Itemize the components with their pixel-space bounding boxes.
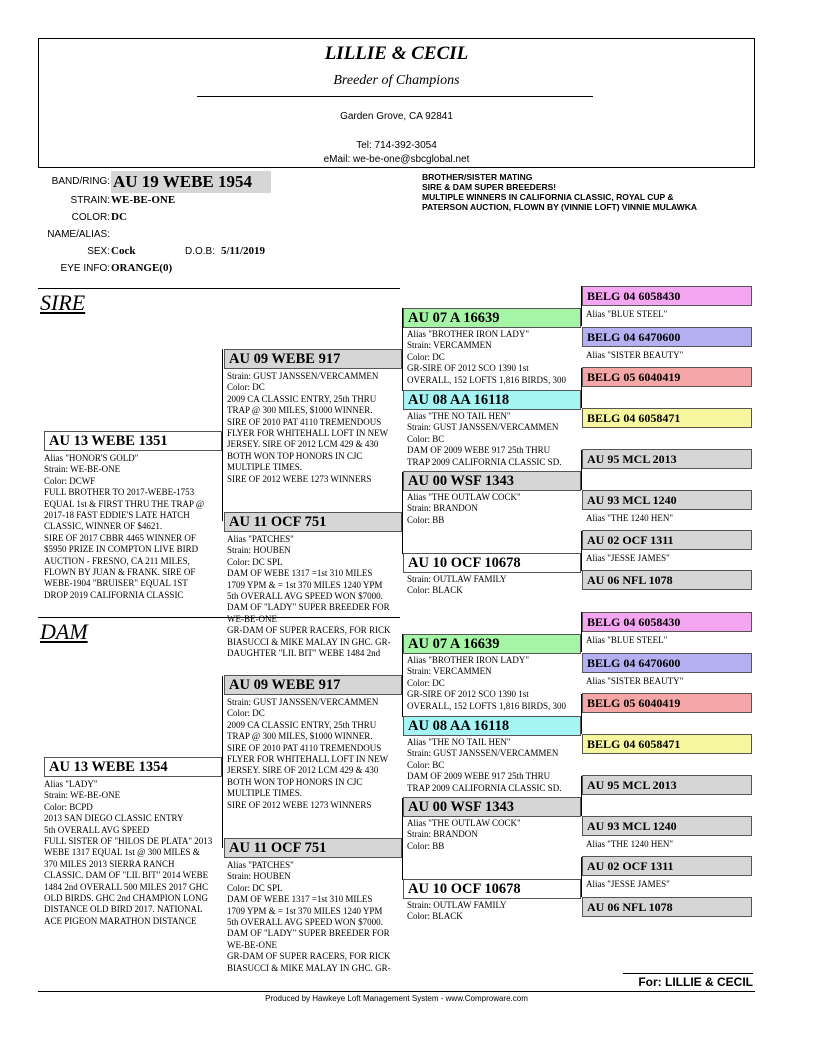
note-line: SIRE & DAM SUPER BREEDERS! [422,182,557,192]
ggp-751-dam-info: Strain: OUTLAW FAMILY Color: BLACK [407,900,507,922]
breeder-address: Garden Grove, CA 92841 [340,111,453,122]
sire-band-box: AU 13 WEBE 1351 [44,431,222,451]
gen4-box: AU 93 MCL 1240 [582,816,752,836]
breeder-email: eMail: we-be-one@sbcglobal.net [323,154,470,165]
ggp-917-sire-box: AU 07 A 16639 [403,308,581,328]
grandsire-info: Strain: GUST JANSSEN/VERCAMMEN Color: DC 2009 CA CLASSIC ENTRY, 25th THRU TRAP @ 300 MILES, $1000 WINNER. SIRE OF 2010 PAT 4110 TREMENDOUS FLYER FOR WHITEHALL LOFT IN NEW JERSEY. SIRE OF 2012 LCM 429 & 430 BOTH WON TOP HONORS IN CJC MULTIPLE TIMES. SIRE OF 2012 WEBE 1273 WINNERS [227,371,389,484]
granddam-band-box: AU 11 OCF 751 [224,838,402,858]
gen4-alias: Alias "BLUE STEEL" [586,309,668,319]
ggp-751-sire-box: AU 00 WSF 1343 [403,471,581,491]
gen4-box: AU 95 MCL 2013 [582,449,752,469]
strain-label: STRAIN: [70,195,110,206]
ggp-917-dam-box: AU 08 AA 16118 [403,716,581,736]
breeder-title: LILLIE & CECIL [324,43,469,64]
ggp-751-dam-box: AU 10 OCF 10678 [403,553,581,573]
note-line: PATERSON AUCTION, FLOWN BY (VINNIE LOFT) VINNIE MULAWKA [422,202,697,212]
sex-label: SEX: [87,246,110,257]
gen4-box: AU 02 OCF 1311 [582,530,752,550]
sire-heading: SIRE [40,290,86,315]
dam-info: Alias "LADY" Strain: WE-BE-ONE Color: BCPD 2013 SAN DIEGO CLASSIC ENTRY 5th OVERALL AVG SPEED FULL SISTER OF "HILOS DE PLATA" 2013 WEBE 1317 EQUAL 1st @ 300 MILES & 370 MILES 2013 SIERRA RANCH CLASSIC. DAM OF "LIL BIT" 2014 WEBE 1484 2nd OVERALL 500 MILES 2017 GHC OLD BIRDS. GHC 2nd CHAMPION LONG DISTANCE OLD BIRD 2017. NATIONAL ACE PIGEON MARATHON DISTANCE [44,779,213,926]
dob-label: D.O.B: [185,246,216,257]
gen4-box: AU 06 NFL 1078 [582,570,752,590]
granddam-band-box: AU 11 OCF 751 [224,512,402,532]
color-label: COLOR: [71,212,110,223]
ggp-917-sire-box: AU 07 A 16639 [403,634,581,654]
band-label: BAND/RING: [51,176,110,187]
gen4-box: BELG 04 6058471 [582,408,752,428]
gen4-box: BELG 04 6470600 [582,327,752,347]
gen4-alias: Alias "JESSE JAMES" [586,879,670,889]
gen4-alias: Alias "SISTER BEAUTY" [586,676,684,686]
strain-value: WE-BE-ONE [111,194,176,206]
eye-value: ORANGE(0) [111,262,173,274]
gen4-box: BELG 04 6058430 [582,286,752,306]
band-value: AU 19 WEBE 1954 [111,171,271,193]
ggp-751-sire-info: Alias "THE OUTLAW COCK" Strain: BRANDON Color: BB [407,492,521,525]
ggp-917-sire-info: Alias "BROTHER IRON LADY" Strain: VERCAMMEN Color: DC GR-SIRE OF 2012 SCO 1390 1st OVERALL, 152 LOFTS 1,816 BIRDS, 300 [407,655,567,711]
gen4-alias: Alias "BLUE STEEL" [586,635,668,645]
sire-info: Alias "HONOR'S GOLD" Strain: WE-BE-ONE Color: DCWF FULL BROTHER TO 2017-WEBE-1753 EQUAL 1st & FIRST THRU THE TRAP @ 2017-18 FAST EDDIE'S LATE HATCH CLASSIC, WINNER OF $4621. SIRE OF 2017 CBBR 4465 WINNER OF $5950 PRIZE IN COMPTON LIVE BIRD AUCTION - FRESNO, CA 211 MILES, FLOWN BY JUAN & FRANK. SIRE OF WEBE-1904 "BRUISER" EQUAL 1ST DROP 2019 CALIFORNIA CLASSIC [44,453,205,600]
grandsire-info: Strain: GUST JANSSEN/VERCAMMEN Color: DC 2009 CA CLASSIC ENTRY, 25th THRU TRAP @ 300 MILES, $1000 WINNER. SIRE OF 2010 PAT 4110 TREMENDOUS FLYER FOR WHITEHALL LOFT IN NEW JERSEY. SIRE OF 2012 LCM 429 & 430 BOTH WON TOP HONORS IN CJC MULTIPLE TIMES. SIRE OF 2012 WEBE 1273 WINNERS [227,697,389,810]
footer-divider [38,991,755,992]
gen4-alias: Alias "THE 1240 HEN" [586,839,674,849]
gen4-box: AU 93 MCL 1240 [582,490,752,510]
dam-heading: DAM [40,619,88,644]
gen4-box: AU 06 NFL 1078 [582,897,752,917]
note-line: BROTHER/SISTER MATING [422,172,533,182]
dam-band-box: AU 13 WEBE 1354 [44,757,222,777]
breeder-header [38,38,755,168]
eye-label: EYE INFO: [60,263,110,274]
ggp-751-dam-box: AU 10 OCF 10678 [403,879,581,899]
breeder-subtitle: Breeder of Champions [333,73,460,88]
gen4-box: BELG 04 6058471 [582,734,752,754]
header-divider [197,96,593,97]
gen4-box: BELG 04 6058430 [582,612,752,632]
gen4-box: AU 95 MCL 2013 [582,775,752,795]
for-breeder: For: LILLIE & CECIL [623,973,753,990]
dob-value: 5/11/2019 [221,245,266,257]
ggp-917-sire-info: Alias "BROTHER IRON LADY" Strain: VERCAMMEN Color: DC GR-SIRE OF 2012 SCO 1390 1st OVERALL, 152 LOFTS 1,816 BIRDS, 300 [407,329,567,385]
ggp-917-dam-info: Alias "THE NO TAIL HEN" Strain: GUST JANSSEN/VERCAMMEN Color: BC DAM OF 2009 WEBE 917 25th THRU TRAP 2009 CALIFORNIA CLASSIC SD. [407,737,562,793]
gen4-alias: Alias "JESSE JAMES" [586,553,670,563]
grandsire-band-box: AU 09 WEBE 917 [224,675,402,695]
sire-section-line [38,288,400,289]
gen4-box: BELG 05 6040419 [582,693,752,713]
ggp-751-dam-info: Strain: OUTLAW FAMILY Color: BLACK [407,574,507,596]
gen4-box: AU 02 OCF 1311 [582,856,752,876]
grandsire-band-box: AU 09 WEBE 917 [224,349,402,369]
granddam-info: Alias "PATCHES" Strain: HOUBEN Color: DC SPL DAM OF WEBE 1317 =1st 310 MILES 1709 YPM & = 1st 370 MILES 1240 YPM 5th OVERALL AVG SPEED WON $7000. DAM OF "LADY" SUPER BREEDER FOR WE-BE-ONE GR-DAM OF SUPER RACERS, FOR RICK BIASUCCI & MIKE MALAY IN GHC. GR- [227,860,391,973]
breeder-phone: Tel: 714-392-3054 [356,140,437,151]
ggp-751-sire-box: AU 00 WSF 1343 [403,797,581,817]
sex-value: Cock [111,245,136,257]
color-value: DC [111,211,127,223]
gen4-box: BELG 04 6470600 [582,653,752,673]
gen4-alias: Alias "SISTER BEAUTY" [586,350,684,360]
note-line: MULTIPLE WINNERS IN CALIFORNIA CLASSIC, ROYAL CUP & [422,192,674,202]
gen4-box: BELG 05 6040419 [582,367,752,387]
name-alias-label: NAME/ALIAS: [47,229,110,240]
granddam-info: Alias "PATCHES" Strain: HOUBEN Color: DC SPL DAM OF WEBE 1317 =1st 310 MILES 1709 YPM & = 1st 370 MILES 1240 YPM 5th OVERALL AVG SPEED WON $7000. DAM OF "LADY" SUPER BREEDER FOR WE-BE-ONE GR-DAM OF SUPER RACERS, FOR RICK BIASUCCI & MIKE MALAY IN GHC. GR- DAUGHTER "LIL BIT" WEBE 1484 2nd [227,534,391,659]
ggp-917-dam-info: Alias "THE NO TAIL HEN" Strain: GUST JANSSEN/VERCAMMEN Color: BC DAM OF 2009 WEBE 917 25th THRU TRAP 2009 CALIFORNIA CLASSIC SD. [407,411,562,467]
footer-credit: Produced by Hawkeye Loft Management System - www.Comproware.com [265,994,528,1003]
gen4-alias: Alias "THE 1240 HEN" [586,513,674,523]
ggp-751-sire-info: Alias "THE OUTLAW COCK" Strain: BRANDON Color: BB [407,818,521,851]
ggp-917-dam-box: AU 08 AA 16118 [403,390,581,410]
subject-notes [422,172,752,212]
